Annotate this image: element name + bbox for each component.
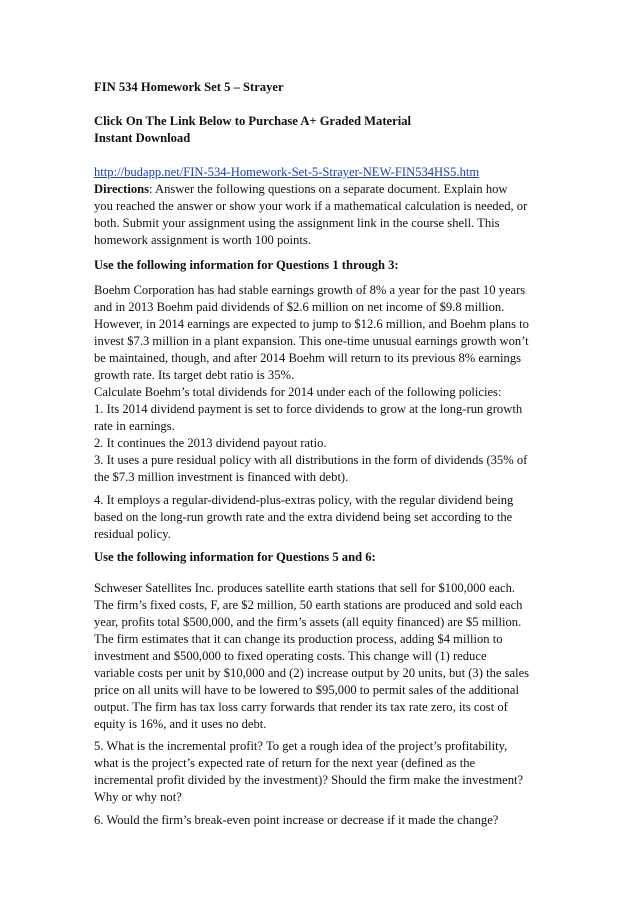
question-5-line: 5. What is the incremental profit? To get a rough idea of the project’s profitability, — [94, 739, 508, 753]
boehm-paragraph — [94, 282, 554, 384]
purchase-link[interactable]: http://budapp.net/FIN-534-Homework-Set-5-Strayer-NEW-FIN534HS5.htm — [94, 165, 480, 179]
schweser-line: Schweser Satellites Inc. produces satellite earth stations that sell for $100,000 each. — [94, 581, 516, 595]
document-title: FIN 534 Homework Set 5 – Strayer — [94, 80, 284, 94]
policy-item: rate in earnings. — [94, 419, 175, 433]
schweser-line: price on all units will have to be lowered to $95,000 to permit sales of the additional — [94, 683, 519, 697]
question-6: 6. Would the firm’s break-even point increase or decrease if it made the change? — [94, 813, 499, 827]
boehm-line: growth rate. Its target debt ratio is 35%. — [94, 368, 295, 382]
directions-first-line — [94, 181, 554, 198]
instant-download-line: Instant Download — [94, 131, 191, 145]
boehm-line: and in 2013 Boehm paid dividends of $2.6 million on net income of $9.8 million. — [94, 300, 505, 314]
question-4-line: based on the long-run growth rate and the extra dividend being set according to the — [94, 510, 513, 524]
schweser-line: investment and $500,000 to fixed operating costs. This change will (1) reduce — [94, 649, 487, 663]
policy-item: 1. Its 2014 dividend payment is set to force dividends to grow at the long-run growth — [94, 402, 523, 416]
policy-item: 2. It continues the 2013 dividend payout ratio. — [94, 436, 327, 450]
boehm-line: Boehm Corporation has had stable earnings growth of 8% a year for the past 10 years — [94, 283, 526, 297]
question-5-paragraph — [94, 738, 554, 806]
purchase-line: Click On The Link Below to Purchase A+ Graded Material — [94, 114, 412, 128]
calculate-paragraph — [94, 384, 554, 486]
heading-questions-1-3: Use the following information for Questions 1 through 3: — [94, 258, 399, 272]
schweser-line: variable costs per unit by $10,000 and (2) increase output by 20 units, but (3) the sales — [94, 666, 530, 680]
question-4-paragraph — [94, 492, 554, 543]
directions-text: : Answer the following questions on a separate document. Explain how — [149, 182, 508, 196]
boehm-line: invest $7.3 million in a plant expansion. This one-time unusual earnings growth won’t — [94, 334, 529, 348]
schweser-line: equity is 16%, and it uses no debt. — [94, 717, 267, 731]
boehm-line: be maintained, though, and after 2014 Boehm will return to its previous 8% earnings — [94, 351, 522, 365]
question-4-line: residual policy. — [94, 527, 171, 541]
schweser-line: The firm estimates that it can change its production process, adding $4 million to — [94, 632, 503, 646]
policy-item: the $7.3 million investment is financed with debt). — [94, 470, 349, 484]
directions-line: homework assignment is worth 100 points. — [94, 233, 311, 247]
question-5-line: incremental profit divided by the investment)? Should the firm make the investment? — [94, 773, 524, 787]
purchase-link-row — [94, 164, 554, 181]
directions-label: Directions — [94, 182, 150, 196]
calculate-line: Calculate Boehm’s total dividends for 2014 under each of the following policies: — [94, 385, 502, 399]
schweser-paragraph — [94, 580, 554, 733]
boehm-line: However, in 2014 earnings are expected to jump to $12.6 million, and Boehm plans to — [94, 317, 529, 331]
directions-paragraph — [94, 181, 554, 249]
question-4-line: 4. It employs a regular-dividend-plus-extras policy, with the regular dividend being — [94, 493, 514, 507]
question-5-line: what is the project’s expected rate of return for the next year (defined as the — [94, 756, 476, 770]
directions-line: both. Submit your assignment using the assignment link in the course shell. This — [94, 216, 500, 230]
schweser-line: year, profits total $500,000, and the firm’s assets (all equity financed) are $5 million. — [94, 615, 522, 629]
heading-questions-5-6: Use the following information for Questions 5 and 6: — [94, 550, 376, 564]
schweser-line: output. The firm has tax loss carry forwards that render its tax rate zero, its cost of — [94, 700, 508, 714]
schweser-line: The firm’s fixed costs, F, are $2 million, 50 earth stations are produced and sold each — [94, 598, 523, 612]
policy-item: 3. It uses a pure residual policy with all distributions in the form of dividends (35% of — [94, 453, 528, 467]
question-5-line: Why or why not? — [94, 790, 182, 804]
directions-line: you reached the answer or show your work if a mathematical calculation is needed, or — [94, 199, 528, 213]
purchase-notice — [94, 113, 554, 147]
